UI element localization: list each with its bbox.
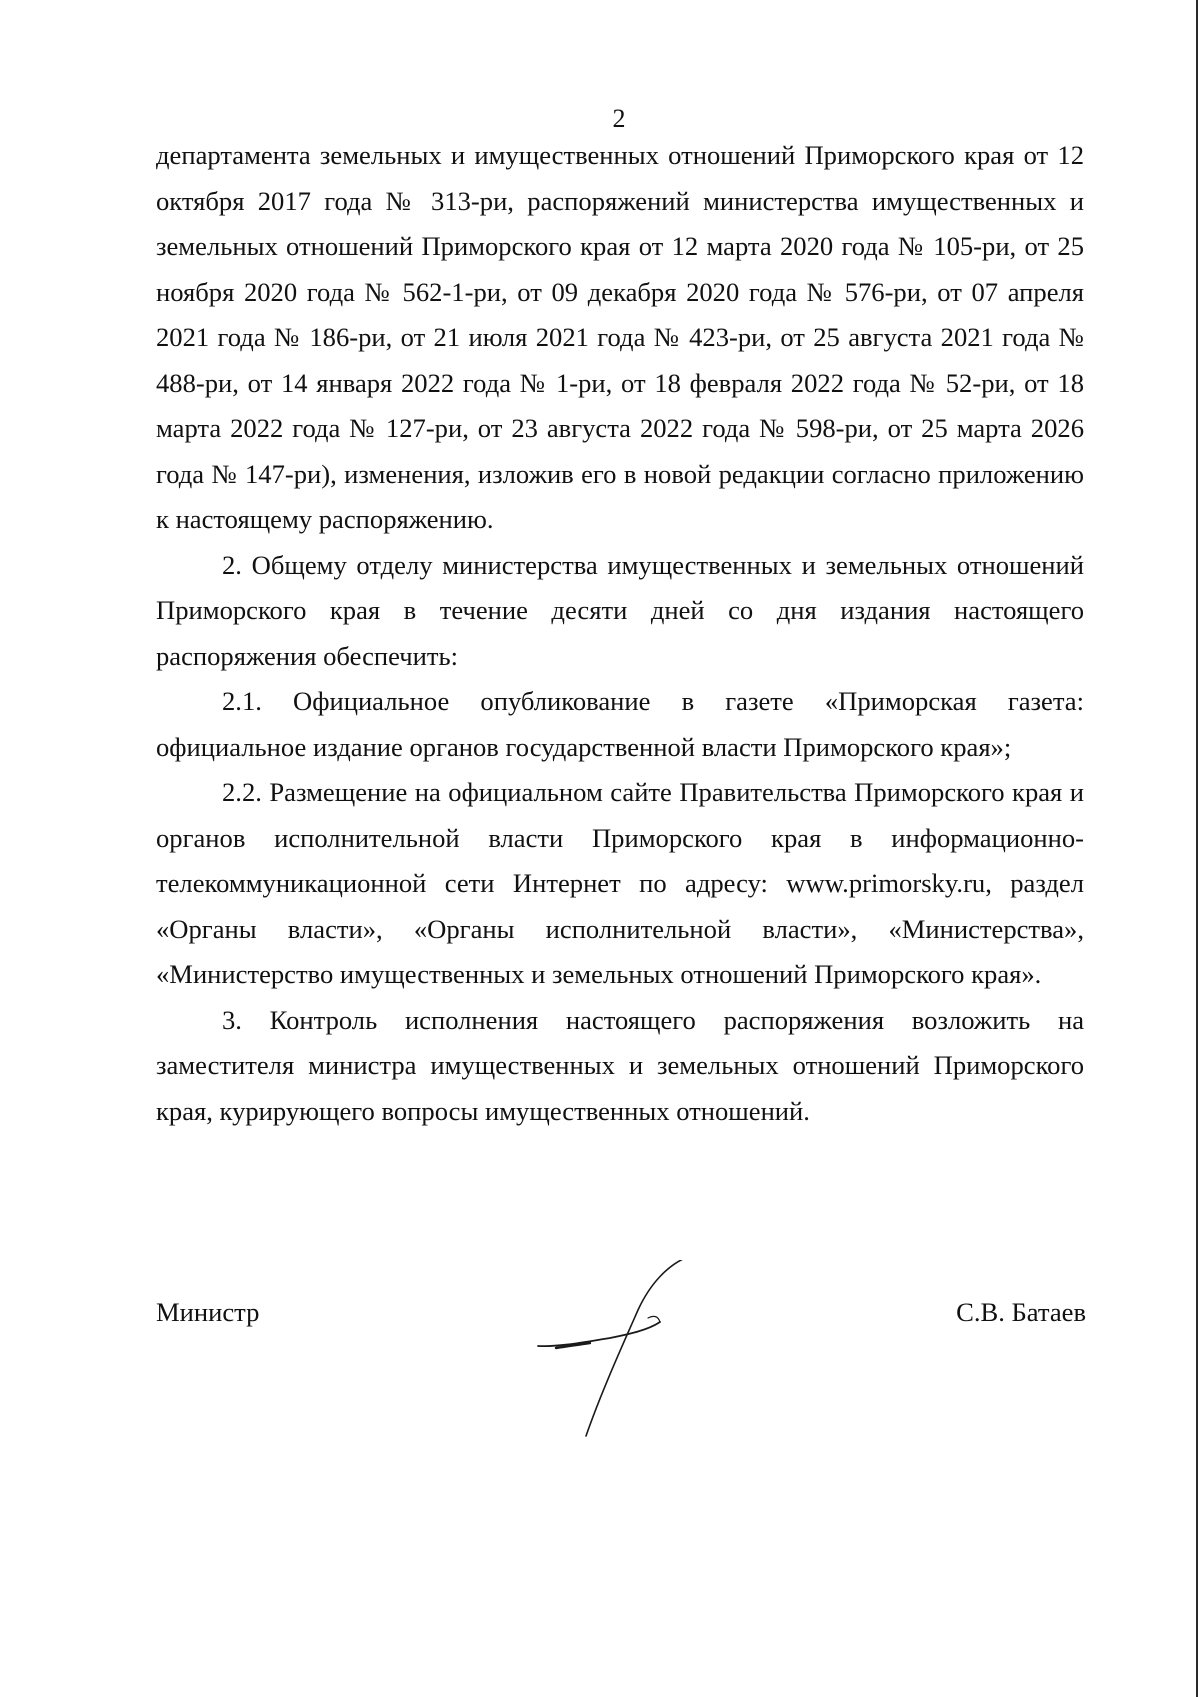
paragraph-continuation: департамента земельных и имущественных отношений Приморского края от 12 октября 2017 года № 313-ри, распоряжений министерства имущественных и земельных отношений Приморского края от 12 марта 2020 года № 105-ри, от 25 ноября 2020 года № 562-1-ри, от 09 декабря 2020 года № 576-ри, от 07 апреля 2021 года № 186-ри, от 21 июля 2021 года № 423-ри, от 25 августа 2021 года № 488-ри, от 14 января 2022 года № 1-ри, от 18 февраля 2022 года № 52-ри, от 18 марта 2022 года № 127-ри, от 23 августа 2022 года № 598-ри, от 25 марта 2026 года № 147-ри), изменения, изложив его в новой редакции согласно приложению к настоящему распоряжению. [156,140,1084,534]
paragraph-item-2: 2. Общему отделу министерства имущественных и земельных отношений Приморского края в течение десяти дней со дня издания настоящего распоряжения обеспечить: [156,549,1084,671]
handwritten-signature [530,1260,730,1460]
paragraph-item-3: 3. Контроль исполнения настоящего распоряжения возложить на заместителя министра имущественных и земельных отношений Приморского края, курирующего вопросы имущественных отношений. [156,1004,1084,1126]
signatory-position: Министр [156,1297,260,1327]
page-edge-line [1196,0,1198,1697]
paragraph-item-2-2: 2.2. Размещение на официальном сайте Правительства Приморского края и органов исполнительной власти Приморского края в информационно-телекоммуникационной сети Интернет по адресу: www.primorsky.ru, раздел «Органы власти», «Органы исполнительной власти», «Министерства», «Министерство имущественных и земельных отношений Приморского края». [156,777,1084,989]
paragraph-item-2-1: 2.1. Официальное опубликование в газете «Приморская газета: официальное издание органов государственной власти Приморского края»; [156,686,1084,762]
signatory-name: С.В. Батаев [956,1297,1086,1327]
document-body [156,133,1084,1134]
page-number: 2 [612,104,626,133]
